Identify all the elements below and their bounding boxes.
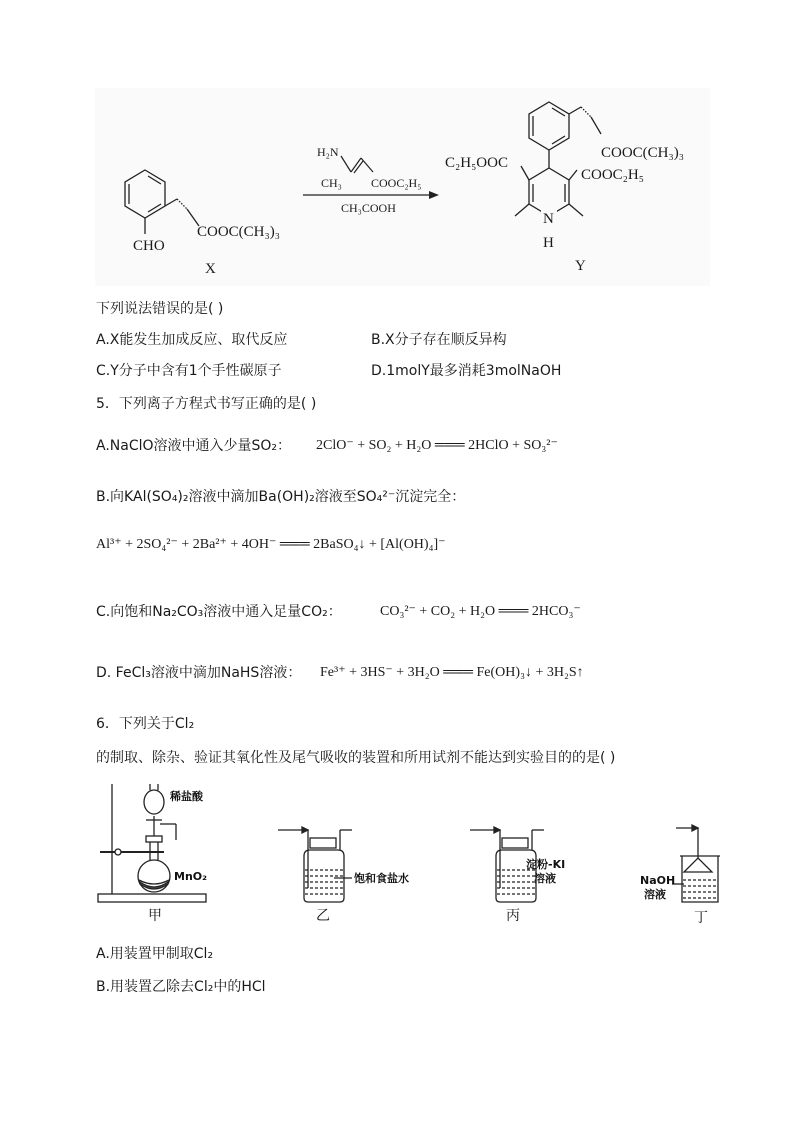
q5-option-d-label: D. FeCl₃溶液中滴加NaHS溶液： <box>96 665 302 681</box>
catalyst-text: CH₃COOH <box>341 201 396 215</box>
reagent-methyl: CH₃ <box>321 176 342 190</box>
x-label: X <box>205 261 216 277</box>
y-n-atom: N <box>543 211 554 227</box>
q5-option-c-label: C.向饱和Na₂CO₃溶液中通入足量CO₂： <box>96 604 342 620</box>
ding-naoh-label-1: NaOH <box>640 874 676 887</box>
q4-stem: 下列说法错误的是( ) <box>96 301 224 317</box>
q5-option-a-label: A.NaClO溶液中通入少量SO₂： <box>96 438 292 454</box>
q5-stem: 5．下列离子方程式书写正确的是( ) <box>96 396 317 412</box>
y-top-ester: COOC(CH₃)₃ <box>601 145 684 161</box>
yi-label: 乙 <box>316 909 330 924</box>
y-label: Y <box>575 258 586 274</box>
q4-option-a: A.X能发生加成反应、取代反应 <box>96 332 288 348</box>
q5-option-a-equation: 2ClO⁻ + SO₂ + H₂O ═══ 2HClO + SO₃²⁻ <box>316 438 558 453</box>
reagent-ester: COOC₂H₅ <box>371 176 422 190</box>
ding-naoh-label-2: 溶液 <box>644 888 666 901</box>
q4-option-b: B.X分子存在顺反异构 <box>371 332 507 348</box>
jia-acid-label: 稀盐酸 <box>170 790 203 803</box>
y-h-atom: H <box>543 235 554 251</box>
q5-option-b-label: B.向KAl(SO₄)₂溶液中滴加Ba(OH)₂溶液至SO₄²⁻沉淀完全： <box>96 489 466 505</box>
q5-option-c-equation: CO₃²⁻ + CO₂ + H₂O ═══ 2HCO₃⁻ <box>380 604 581 619</box>
jia-mno2-label: MnO₂ <box>174 870 207 883</box>
y-left-ester: C₂H₅OOC <box>445 155 508 171</box>
bing-ki-label-1: 淀粉-KI <box>526 858 566 871</box>
jia-label: 甲 <box>148 909 162 924</box>
bing-ki-label-2: 溶液 <box>534 872 556 885</box>
reaction-scheme <box>95 88 710 288</box>
q5-option-b-equation: Al³⁺ + 2SO₄²⁻ + 2Ba²⁺ + 4OH⁻ ═══ 2BaSO₄↓ + [Al(OH)₄]⁻ <box>96 537 446 552</box>
q5-option-d-equation: Fe³⁺ + 3HS⁻ + 3H₂O ═══ Fe(OH)₃↓ + 3H₂S↑ <box>320 665 584 680</box>
bing-label: 丙 <box>506 909 520 924</box>
yi-salt-label: 饱和食盐水 <box>354 872 409 885</box>
reagent-amine: H₂N <box>317 145 339 159</box>
apparatus-yi <box>278 827 352 902</box>
q6-option-a: A.用装置甲制取Cl₂ <box>96 946 214 962</box>
ding-label: 丁 <box>694 911 708 926</box>
y-right-ester: COOC₂H₅ <box>581 167 644 183</box>
x-cho-text: CHO <box>133 238 165 254</box>
q6-option-b: B.用装置乙除去Cl₂中的HCl <box>96 979 266 995</box>
q4-option-c: C.Y分子中含有1个手性碳原子 <box>96 363 282 379</box>
q4-option-d: D.1molY最多消耗3molNaOH <box>371 363 562 379</box>
q6-stem-line2: 的制取、除杂、验证其氧化性及尾气吸收的装置和所用试剂不能达到实验目的的是( ) <box>96 750 616 766</box>
q6-stem-line1: 6．下列关于Cl₂ <box>96 716 195 732</box>
apparatus-ding <box>672 825 720 902</box>
apparatus-figure <box>94 780 734 930</box>
x-ester-text: COOC(CH₃)₃ <box>197 224 280 240</box>
